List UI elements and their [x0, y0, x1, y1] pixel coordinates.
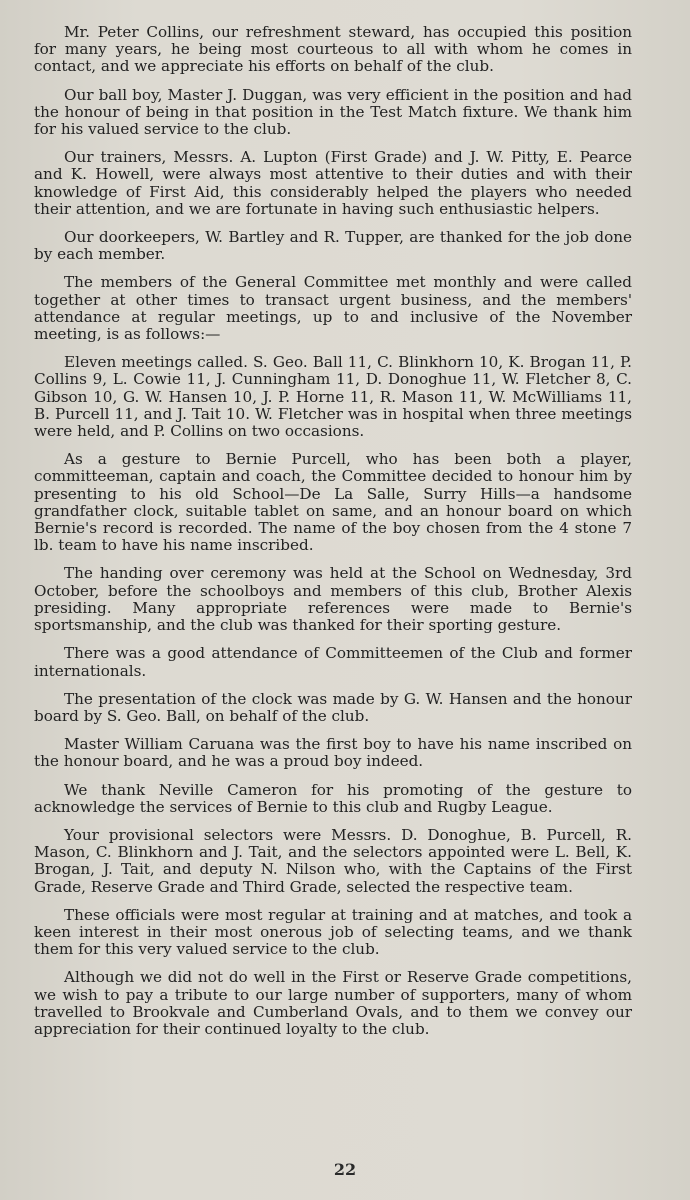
paragraph-presentation: The presentation of the clock was made by G. W. Hansen and the honour board by S. Geo. Ball, on behalf of the club. [34, 689, 632, 725]
paragraph-doorkeepers: Our doorkeepers, W. Bartley and R. Tupper, are thanked for the job done by each member. [34, 228, 632, 264]
paragraph-general-committee: The members of the General Committee met monthly and were called together at other times to transact urgent business, and the members' attendance at regular meetings, up to and inclusive of the November meeting, is as follows:— [34, 273, 632, 344]
paragraph-neville-cameron: We thank Neville Cameron for his promoting of the gesture to acknowledge the services of Bernie to this club and Rugby League. [34, 780, 632, 816]
paragraph-gesture-bernie-purcell: As a gesture to Bernie Purcell, who has been both a player, committeeman, captain and coach, the Committee decided to honour him by presenting to his old School—De La Salle, Surry Hills—a handsome grandfather clock, suitable tablet on same, and an honour board on which Bernie's record is recorded. The name of the boy chosen from the 4 stone 7 lb. team to have his name inscribed. [34, 450, 632, 555]
paragraph-officials: These officials were most regular at training and at matches, and took a keen interest in their most onerous job of selecting teams, and we thank them for this very valued service to the club. [34, 905, 632, 959]
paragraph-trainers: Our trainers, Messrs. A. Lupton (First Grade) and J. W. Pitty, E. Pearce and K. Howell, were always most attentive to their duties and with their knowledge of First Aid, this considerably helped the players who needed their attention, and we are fortunate in having such enthusiastic helpers. [34, 148, 632, 218]
page-number: 22 [333, 1160, 357, 1179]
paragraph-handing-over-ceremony: The handing over ceremony was held at the School on Wednesday, 3rd October, before the schoolboys and members of this club, Brother Alexis presiding. Many appropriate references were made to Bernie's sportsmanship, and the club was thanked for their sporting gesture. [34, 564, 632, 635]
paragraph-ball-boy: Our ball boy, Master J. Duggan, was very efficient in the position and had the honour of being in that position in the Test Match fixture. We thank him for his valued service to the club. [34, 85, 632, 139]
paragraph-attendance: There was a good attendance of Committeemen of the Club and former internationals. [34, 644, 632, 680]
body-text [34, 24, 632, 1038]
paragraph-selectors: Your provisional selectors were Messrs. D. Donoghue, B. Purcell, R. Mason, C. Blinkhorn and J. Tait, and the selectors appointed were L. Bell, K. Brogan, J. Tait, and deputy N. Nilson who, with the Captains of the First Grade, Reserve Grade and Third Grade, selected the respective team. [34, 825, 632, 896]
paragraph-refreshment-steward: Mr. Peter Collins, our refreshment steward, has occupied this position for many years, he being most courteous to all with whom he comes in contact, and we appreciate his efforts on behalf of the club. [34, 23, 632, 76]
paragraph-meeting-attendance: Eleven meetings called. S. Geo. Ball 11, C. Blinkhorn 10, K. Brogan 11, P. Collins 9, L. Cowie 11, J. Cunningham 11, D. Donoghue 11, W. Fletcher 8, C. Gibson 10, G. W. Hansen 10, J. P. Horne 11, R. Mason 11, W. McWilliams 11, B. Purcell 11, and J. Tait 10. W. Fletcher was in hospital when three meetings were held, and P. Collins on two occasions. [34, 353, 632, 441]
paragraph-supporters: Although we did not do well in the First or Reserve Grade competitions, we wish to pay a tribute to our large number of supporters, many of whom travelled to Brookvale and Cumberland Ovals, and to them we convey our appreciation for their continued loyalty to the club. [34, 968, 632, 1038]
paragraph-william-caruana: Master William Caruana was the first boy to have his name inscribed on the honour board, and he was a proud boy indeed. [34, 735, 632, 771]
